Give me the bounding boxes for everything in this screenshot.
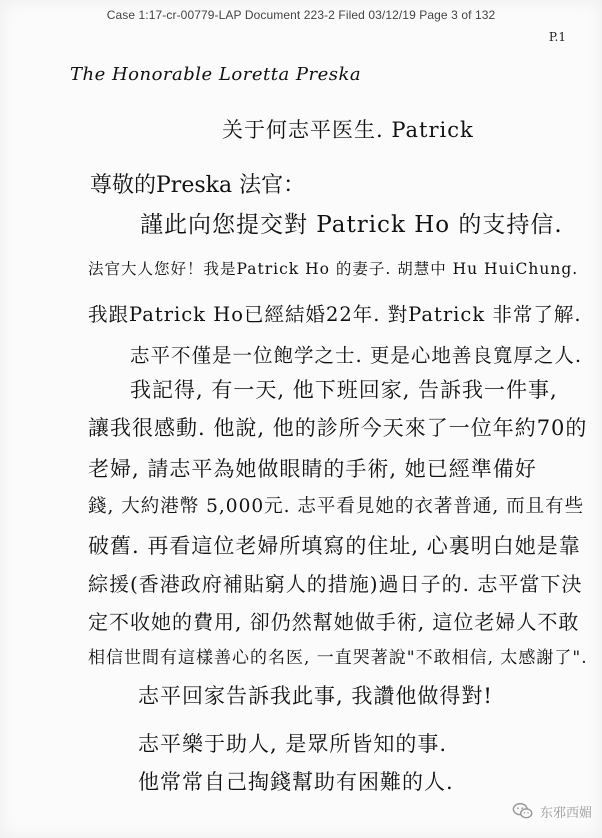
wechat-icon — [512, 800, 534, 822]
addressee-line: The Honorable Loretta Preska — [70, 64, 362, 85]
letter-line: 錢, 大約港幣 5,000元. 志平看見她的衣著普通, 而且有些 — [88, 496, 585, 517]
letter-line: 志平回家告訴我此事, 我讚他做得對! — [138, 684, 493, 708]
letter-title: 关于何志平医生. Patrick — [222, 118, 474, 142]
letter-line: 破舊. 再看這位老婦所填寫的住址, 心裏明白她是靠 — [88, 534, 581, 558]
letter-line: 我記得, 有一天, 他下班回家, 告訴我一件事, — [130, 378, 558, 402]
letter-line: 我跟Patrick Ho已經結婚22年. 對Patrick 非常了解. — [88, 303, 582, 326]
salutation: 尊敬的Preska 法官： — [90, 173, 306, 198]
letter-line: 謹此向您提交對 Patrick Ho 的支持信. — [140, 212, 563, 238]
letter-line: 讓我很感動. 他說, 他的診所今天來了一位年約70的 — [88, 416, 588, 440]
letter-line: 相信世間有這樣善心的名医, 一直哭著說"不敢相信, 太感謝了". — [88, 648, 588, 668]
court-filing-header: Case 1:17-cr-00779-LAP Document 223-2 Filed 03/12/19 Page 3 of 132 — [106, 8, 496, 22]
letter-line: 老婦, 請志平為她做眼睛的手術, 她已經準備好 — [88, 457, 537, 481]
letter-line: 法官大人您好！我是Patrick Ho 的妻子. 胡慧中 Hu HuiChung. — [88, 260, 579, 278]
page-number-mark: P.1 — [548, 30, 566, 44]
letter-line: 他常常自己掏錢幫助有困難的人. — [138, 770, 454, 794]
watermark — [512, 800, 592, 822]
letter-line: 定不收她的費用, 卻仍然幫她做手術, 這位老婦人不敢 — [88, 610, 580, 634]
letter-line: 綜援(香港政府補貼窮人的措施)過日子的. 志平當下決 — [88, 572, 583, 596]
letter-line: 志平樂于助人, 是眾所皆知的事. — [138, 732, 448, 756]
letter-line: 志平不僅是一位飽学之士. 更是心地善良寬厚之人. — [130, 344, 583, 367]
watermark-text: 东邪西媚 — [539, 805, 592, 821]
